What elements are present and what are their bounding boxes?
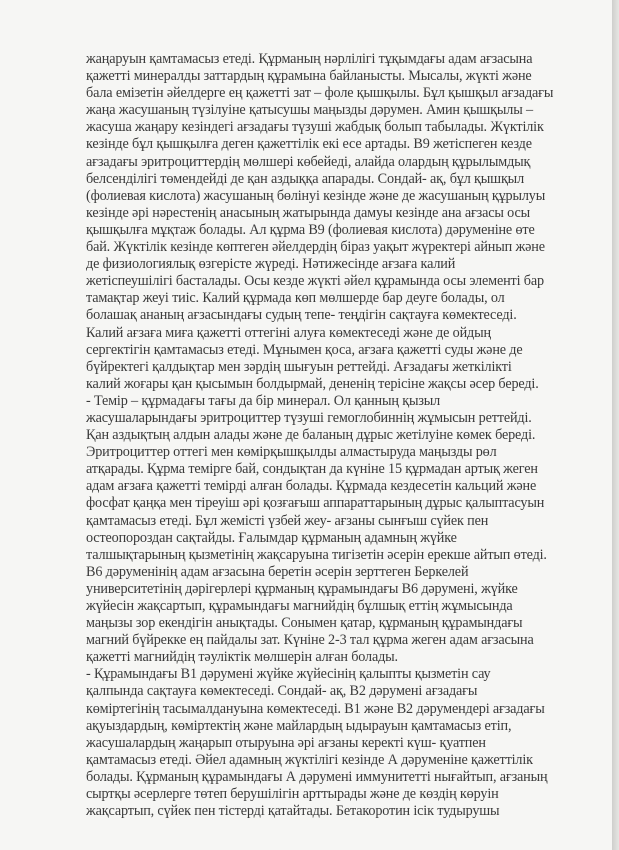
text-line: қамтамасыз етеді. Бұл жемісті үзбей жеу- ағзаны сынғыш сүйек пен (86, 512, 489, 529)
text-line: көміртегінің тасымалдануына көмектеседі. В1 және В2 дәрумендері ағзадағы (86, 700, 545, 717)
text-line: - Темір – құрмадағы тағы да бір минерал. Ол қанның қызыл (86, 392, 441, 409)
text-line: де физиологиялық өзгерісте жүреді. Нәтижесінде ағзаға калий (86, 256, 456, 273)
text-line: бай. Жүктілік кезінде көптеген әйелдердің біраз уақыт жүректері айнып және (86, 239, 545, 256)
text-line: болады. Құрманың құрамындағы А дәрумені иммунитетті нығайтып, ағзаның (86, 768, 548, 785)
text-line: маңызы зор екендігін анықтады. Сонымен қатар, құрманың құрамындағы (86, 615, 523, 632)
text-line: қамтамасыз етеді. Әйел адамның жүктілігі кезінде А дәруменіне қажеттілік (86, 751, 533, 768)
text-line: тамақтар жеуі тиіс. Калий құрмада көп мөлшерде бар деуге болады, ол (86, 290, 505, 307)
text-line: остеопороздан сақтайды. Ғалымдар құрманың адамның жүйке (86, 529, 457, 546)
text-line: қажетті минералды заттардың құрамына байланысты. Мысалы, жүкті және (86, 68, 532, 85)
text-line: атқарады. Құрма темірге бай, сондықтан да күніне 15 құрмадан артық жеген (86, 461, 538, 478)
text-line: жасушалардың жаңарып отыруына әрі ағзаны керекті күш- қуатпен (86, 734, 486, 751)
text-line: фосфат қаңқа мен тіреуіш әрі қозғағыш аппараттарының дұрыс қалыптасуын (86, 495, 545, 512)
text-line: жаңа жасушаның түзілуіне қатысушы маңызды дәрумен. Амин қышқылы – (86, 102, 533, 119)
text-line: бала емізетін әйелдерге ең қажетті зат – фоле қышқылы. Бұл қышқыл ағзадағы (86, 85, 554, 102)
text-line: ақуыздардың, көміртектің және майлардың ыдырауын қамтамасыз етіп, (86, 717, 512, 734)
document-body (86, 51, 586, 820)
text-line: жақсартып, сүйек пен тістерді қатайтады. Бетакоротин ісік тудырушы (86, 803, 500, 820)
text-line: жетіспеушілігі басталады. Осы кезде жүкті әйел құрамында осы элементі бар (86, 273, 544, 290)
text-line: қажетті магнийдің тәуліктік мөлшерін алған болады. (86, 649, 398, 666)
text-line: В6 дәруменінің адам ағзасына беретін әсерін зерттеген Беркелей (86, 563, 469, 580)
text-line: белсенділігі төмендейді де қан аздыққа апарады. Сондай- ақ, бұл қышқыл (86, 170, 524, 187)
text-line: Қан аздықтың алдын алады және де баланың дұрыс жетілуіне көмек береді. (86, 427, 536, 444)
text-line: талшықтарының қызметінің жақсаруына тигізетін әсерін ерекше айтып өтеді. (86, 546, 547, 563)
text-line: сыртқы әсерлерге төтеп берушілігін арттырады және де көздің көруін (86, 786, 499, 803)
text-line: - Құрамындағы В1 дәрумені жүйке жүйесінің қалыпты қызметін сау (86, 666, 491, 683)
text-line: Калий ағзаға миға қажетті оттегіні алуға көмектеседі және де ойдың (86, 324, 491, 341)
text-line: болашақ ананың ағзасындағы судың тепе- теңдігін сақтауға көмектеседі. (86, 307, 517, 324)
text-line: қышқылға мұқтаж болады. Ал құрма В9 (фолиевая кислота) дәруменіне өте (86, 221, 535, 238)
text-line: бүйректегі қалдықтар мен зәрдің шығуын реттейді. Ағзадағы жеткілікті (86, 358, 512, 375)
text-line: жүйесін жақсартып, құрамындағы магнийдің бұлшық еттің жұмысында (86, 598, 513, 614)
text-line: ағзадағы эритроциттердің мөлшері көбейеді, алайда олардың құрылымдық (86, 153, 531, 170)
text-line: жаңаруын қамтамасыз етеді. Құрманың нәрлілігі тұқымдағы адам ағзасына (86, 51, 533, 67)
text-line: магний бүйрекке ең пайдалы зат. Күніне 2-3 тал құрма жеген адам ағзасына (86, 632, 534, 649)
text-line: адам ағзаға қажетті темірді алған болады. Құрмада кездесетін кальций және (86, 478, 537, 495)
text-line: кезінде бұл қышқылға деген қажеттілік екі есе артады. В9 жетіспеген кезде (86, 136, 532, 153)
text-line: (фолиевая кислота) жасушаның бөлінуі кезінде және де жасушаның құрылуы (86, 187, 546, 204)
text-line: кезінде әрі нәрестенің анасының жатырында дамуы кезінде ана ағзасы осы (86, 204, 530, 221)
page-edge (612, 0, 619, 850)
text-line: Эритроциттер оттегі мен көмірқышқылды алмастыруда маңызды рөл (86, 444, 497, 461)
text-line: университетінің дәрігерлері құрманың құрамындағы В6 дәрумені, жүйке (86, 580, 518, 597)
text-line: жасушаларындағы эритроциттер түзуші гемоглобиннің жұмысын реттейді. (86, 409, 532, 426)
text-line: сергектігін қамтамасыз етеді. Мұнымен қоса, ағзаға қажетті суды және де (86, 341, 523, 358)
text-line: жасуша жаңару кезіндегі ағзадағы түзуші жабдық болып табылады. Жүктілік (86, 119, 544, 136)
text-line: калий жоғары қан қысымын болдырмай, дененің терісіне жақсы әсер береді. (86, 375, 539, 392)
text-line: қалпында сақтауға көмектеседі. Сондай- ақ, В2 дәрумені ағзадағы (86, 683, 478, 700)
